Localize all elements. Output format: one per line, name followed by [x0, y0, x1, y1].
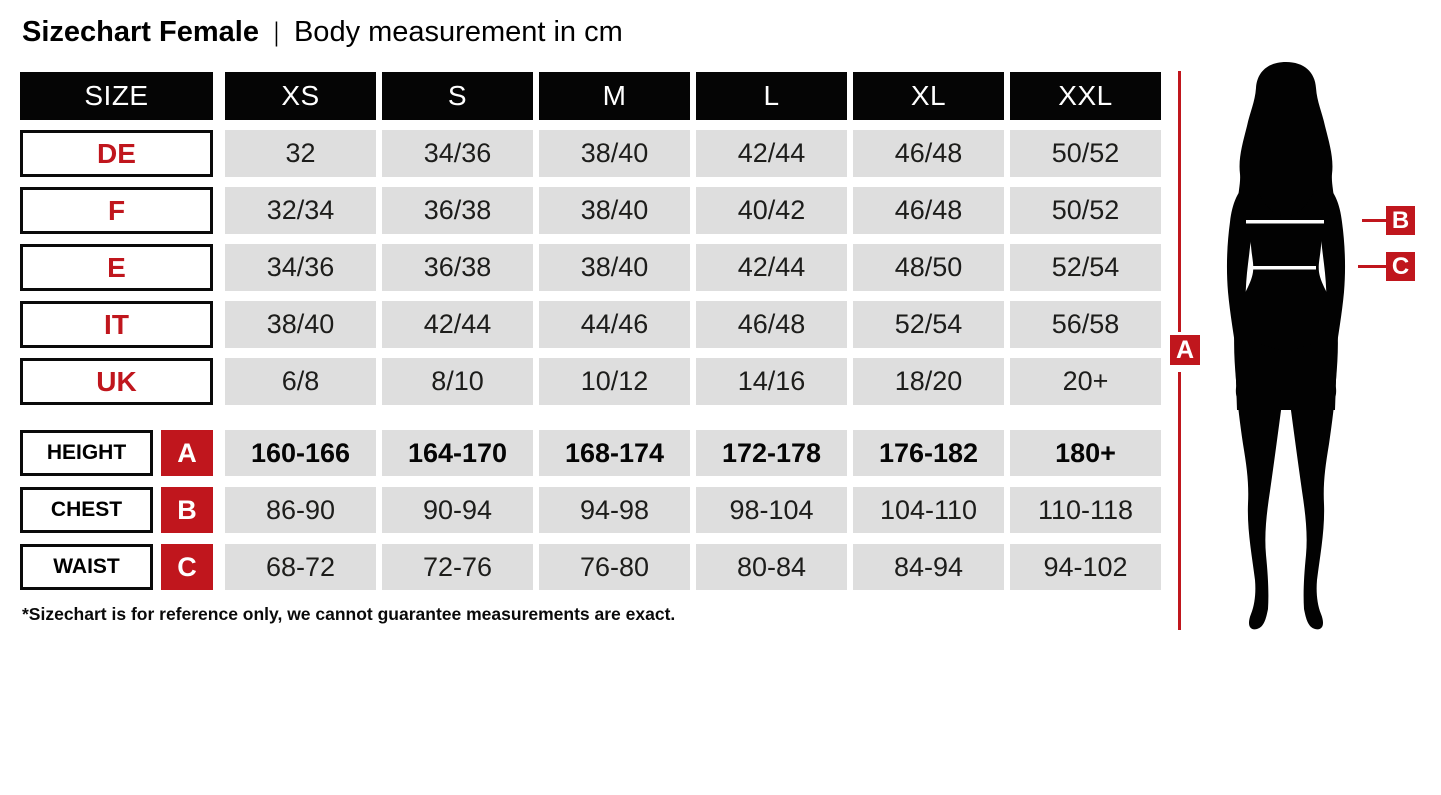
row-label-chest: CHEST — [20, 487, 153, 533]
marker-box-b: B — [161, 487, 213, 533]
header-cell-s: S — [382, 72, 533, 120]
data-cell: 10/12 — [539, 358, 690, 405]
data-cell: 36/38 — [382, 244, 533, 291]
figure-marker-b: B — [1386, 206, 1415, 235]
figure-marker-a: A — [1170, 335, 1200, 365]
data-cell: 42/44 — [382, 301, 533, 348]
data-cell: 46/48 — [696, 301, 847, 348]
header-cell-m: M — [539, 72, 690, 120]
table-row-waist — [20, 544, 1167, 590]
height-indicator-line-top — [1178, 71, 1181, 332]
page-title — [22, 16, 623, 49]
data-cell: 38/40 — [539, 244, 690, 291]
table-row-it — [20, 301, 1167, 348]
data-cell: 90-94 — [382, 487, 533, 533]
row-label-waist: WAIST — [20, 544, 153, 590]
data-cell: 84-94 — [853, 544, 1004, 590]
waist-line — [1253, 266, 1316, 270]
data-cell: 160-166 — [225, 430, 376, 476]
data-cell: 34/36 — [225, 244, 376, 291]
data-cell: 18/20 — [853, 358, 1004, 405]
data-cell: 44/46 — [539, 301, 690, 348]
data-cell: 48/50 — [853, 244, 1004, 291]
header-cell-l: L — [696, 72, 847, 120]
data-cell: 40/42 — [696, 187, 847, 234]
table-row-uk — [20, 358, 1167, 405]
data-cell: 42/44 — [696, 130, 847, 177]
data-cell: 180+ — [1010, 430, 1161, 476]
height-indicator-line-bottom — [1178, 372, 1181, 630]
row-label-f: F — [20, 187, 213, 234]
marker-box-c: C — [161, 544, 213, 590]
data-cell: 8/10 — [382, 358, 533, 405]
data-cell: 46/48 — [853, 187, 1004, 234]
waist-connector-line — [1358, 265, 1388, 268]
data-cell: 72-76 — [382, 544, 533, 590]
measurement-diagram — [1160, 55, 1441, 665]
data-cell: 110-118 — [1010, 487, 1161, 533]
table-row-f — [20, 187, 1167, 234]
data-cell: 36/38 — [382, 187, 533, 234]
data-cell: 104-110 — [853, 487, 1004, 533]
chest-connector-line — [1362, 219, 1388, 222]
table-row-height — [20, 430, 1167, 476]
table-row-de — [20, 130, 1167, 177]
data-cell: 176-182 — [853, 430, 1004, 476]
data-cell: 76-80 — [539, 544, 690, 590]
data-cell: 98-104 — [696, 487, 847, 533]
data-cell: 56/58 — [1010, 301, 1161, 348]
title-separator: | — [274, 17, 279, 47]
row-label-height: HEIGHT — [20, 430, 153, 476]
data-cell: 86-90 — [225, 487, 376, 533]
data-cell: 172-178 — [696, 430, 847, 476]
data-cell: 94-98 — [539, 487, 690, 533]
data-cell: 52/54 — [853, 301, 1004, 348]
data-cell: 34/36 — [382, 130, 533, 177]
header-cell-size: SIZE — [20, 72, 213, 120]
data-cell: 50/52 — [1010, 130, 1161, 177]
title-subtitle: Body measurement in cm — [293, 16, 623, 48]
title-main: Sizechart Female — [22, 16, 259, 48]
chest-line — [1246, 220, 1324, 224]
header-cell-xl: XL — [853, 72, 1004, 120]
header-cell-xs: XS — [225, 72, 376, 120]
data-cell: 20+ — [1010, 358, 1161, 405]
header-cell-xxl: XXL — [1010, 72, 1161, 120]
data-cell: 38/40 — [225, 301, 376, 348]
marker-box-a: A — [161, 430, 213, 476]
female-body-silhouette — [1190, 58, 1370, 638]
data-cell: 14/16 — [696, 358, 847, 405]
figure-marker-c: C — [1386, 252, 1415, 281]
row-label-de: DE — [20, 130, 213, 177]
data-cell: 168-174 — [539, 430, 690, 476]
data-cell: 32 — [225, 130, 376, 177]
data-cell: 46/48 — [853, 130, 1004, 177]
table-row-chest — [20, 487, 1167, 533]
row-label-it: IT — [20, 301, 213, 348]
table-header-row — [20, 72, 1167, 120]
data-cell: 52/54 — [1010, 244, 1161, 291]
data-cell: 38/40 — [539, 130, 690, 177]
data-cell: 50/52 — [1010, 187, 1161, 234]
table-row-e — [20, 244, 1167, 291]
data-cell: 94-102 — [1010, 544, 1161, 590]
footnote: *Sizechart is for reference only, we cannot guarantee measurements are exact. — [22, 604, 676, 624]
data-cell: 68-72 — [225, 544, 376, 590]
data-cell: 32/34 — [225, 187, 376, 234]
data-cell: 164-170 — [382, 430, 533, 476]
data-cell: 38/40 — [539, 187, 690, 234]
row-label-uk: UK — [20, 358, 213, 405]
data-cell: 6/8 — [225, 358, 376, 405]
row-label-e: E — [20, 244, 213, 291]
data-cell: 80-84 — [696, 544, 847, 590]
data-cell: 42/44 — [696, 244, 847, 291]
